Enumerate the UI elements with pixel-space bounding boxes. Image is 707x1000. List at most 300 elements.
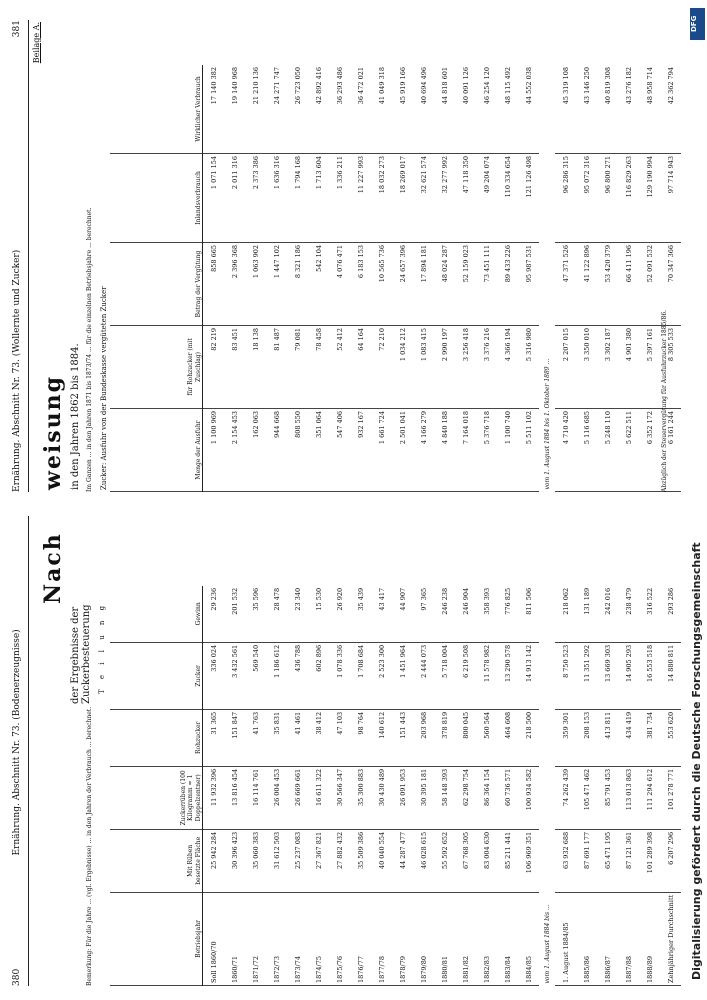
- table-row: [392, 586, 413, 986]
- table-cell: 46 254 120: [476, 65, 497, 154]
- table-cell: 2 396 368: [224, 243, 245, 326]
- table-cell: 5 397 161: [639, 326, 660, 409]
- table-cell: 1 071 154: [203, 154, 225, 243]
- table-row: [597, 586, 618, 986]
- table-cell: 86 364 154: [476, 766, 497, 829]
- table-cell: 15 530: [308, 586, 329, 643]
- table-cell: 85 791 453: [597, 766, 618, 829]
- table-cell: 140 612: [371, 709, 392, 766]
- table-cell: 95 072 316: [576, 154, 597, 243]
- group-label-row: [539, 65, 555, 492]
- col-consumption: Wirklicher Verbrauch: [110, 65, 203, 154]
- table-cell: 14 913 142: [518, 642, 539, 709]
- table-cell: 553 620: [660, 709, 681, 766]
- table-cell: 43 276 182: [618, 65, 639, 154]
- table-cell: 1875/76: [329, 892, 350, 985]
- table-cell: 53 420 379: [597, 243, 618, 326]
- table-row: [413, 586, 434, 986]
- table-cell: 45 319 108: [555, 65, 576, 154]
- col-year: Betriebsjahr: [110, 892, 203, 985]
- table-cell: 44 818 601: [434, 65, 455, 154]
- table-cell: 7 164 018: [455, 409, 476, 492]
- total-row: [660, 586, 681, 986]
- table-cell: 1887/88: [618, 892, 639, 985]
- table-cell: 201 532: [224, 586, 245, 643]
- table-cell: 14 905 293: [618, 642, 639, 709]
- table-cell: 1874/75: [308, 892, 329, 985]
- table-cell: 97 714 943: [660, 154, 681, 243]
- table-cell: 32 621 574: [413, 154, 434, 243]
- table-cell: 73 451 111: [476, 243, 497, 326]
- table-row: [266, 586, 287, 986]
- table-cell: 36 472 021: [350, 65, 371, 154]
- table-cell: 378 819: [434, 709, 455, 766]
- table-cell: 2 523 300: [371, 642, 392, 709]
- table-cell: 1 078 336: [329, 642, 350, 709]
- table-cell: 5 248 110: [597, 409, 618, 492]
- table-row: [618, 586, 639, 986]
- table-cell: 351 064: [308, 409, 329, 492]
- table-cell: 23 340: [287, 586, 308, 643]
- table-cell: 4 366 194: [497, 326, 518, 409]
- table-cell: 1882/83: [476, 892, 497, 985]
- col-sugar: Zucker: [110, 642, 203, 709]
- table-cell: 316 522: [639, 586, 660, 643]
- table-cell: 359 301: [555, 709, 576, 766]
- table-cell: 32 277 992: [434, 154, 455, 243]
- table-cell: 151 847: [224, 709, 245, 766]
- table-cell: 36 293 486: [329, 65, 350, 154]
- right-title: weisung: [40, 374, 66, 490]
- table-cell: 242 016: [597, 586, 618, 643]
- table-cell: 1876/77: [350, 892, 371, 985]
- table-cell: 5 622 511: [618, 409, 639, 492]
- table-cell: 116 829 263: [618, 154, 639, 243]
- table-cell: 151 443: [392, 709, 413, 766]
- table-cell: 1877/78: [371, 892, 392, 985]
- right-page: [6, 12, 678, 500]
- table-cell: 569 540: [245, 642, 266, 709]
- table-cell: 3 256 418: [455, 326, 476, 409]
- table-row: [392, 65, 413, 492]
- table-cell: 25 237 083: [287, 829, 308, 892]
- table-cell: 808 550: [287, 409, 308, 492]
- table-cell: 24 657 396: [392, 243, 413, 326]
- table-cell: 55 592 652: [434, 829, 455, 892]
- table-cell: Soll 1860/70: [203, 892, 225, 985]
- table-row: [329, 65, 350, 492]
- table-cell: 45 919 166: [392, 65, 413, 154]
- table-cell: 43 417: [371, 586, 392, 643]
- table-cell: 2 011 316: [224, 154, 245, 243]
- table-cell: 31 612 503: [266, 829, 287, 892]
- table-cell: 1879/80: [413, 892, 434, 985]
- table-cell: 26 091 953: [392, 766, 413, 829]
- table-cell: 52 412: [329, 326, 350, 409]
- table-cell: 35 596: [245, 586, 266, 643]
- left-header-row: [110, 586, 203, 986]
- table-row: [371, 65, 392, 492]
- table-cell: 47 118 350: [455, 154, 476, 243]
- table-row: [576, 586, 597, 986]
- table-cell: 6 183 153: [350, 243, 371, 326]
- table-cell: 78 458: [308, 326, 329, 409]
- col-raw-export: für Rohzucker (mit Zuschlag): [110, 326, 203, 409]
- table-cell: 3 376 216: [476, 326, 497, 409]
- table-cell: 96 286 315: [555, 154, 576, 243]
- total-label: Zehnjähriger Durchschnitt: [660, 892, 681, 985]
- table-row: [476, 65, 497, 492]
- left-page-number: 380: [12, 968, 22, 986]
- table-cell: 5 376 718: [476, 409, 497, 492]
- col-export: Menge der Ausfuhr: [110, 409, 203, 492]
- table-cell: 547 406: [329, 409, 350, 492]
- table-row: [245, 586, 266, 986]
- table-cell: 1 100 969: [203, 409, 225, 492]
- table-cell: 464 608: [497, 709, 518, 766]
- table-cell: 95 987 531: [518, 243, 539, 326]
- table-cell: 74 262 439: [555, 766, 576, 829]
- left-header: [12, 516, 29, 986]
- table-cell: 83 004 630: [476, 829, 497, 892]
- table-cell: 35 300 883: [350, 766, 371, 829]
- table-cell: 48 958 714: [639, 65, 660, 154]
- table-row: [434, 65, 455, 492]
- table-cell: 27 367 821: [308, 829, 329, 892]
- table-row: [203, 586, 225, 986]
- table-cell: 26 723 050: [287, 65, 308, 154]
- table-cell: 30 395 181: [413, 766, 434, 829]
- table-row: [413, 65, 434, 492]
- table-cell: 26 004 453: [266, 766, 287, 829]
- table-row: [224, 586, 245, 986]
- table-cell: 1881/82: [455, 892, 476, 985]
- table-cell: 40 819 308: [597, 65, 618, 154]
- right-footnote: Abzüglich der Steuervergütung für Ausfuhrzucker 1885/86.: [661, 309, 668, 492]
- table-cell: 44 552 038: [518, 65, 539, 154]
- table-cell: 17 140 382: [203, 65, 225, 154]
- table-cell: 1860/71: [224, 892, 245, 985]
- table-row: [350, 586, 371, 986]
- table-cell: 1 100 740: [497, 409, 518, 492]
- table-cell: 4 901 380: [618, 326, 639, 409]
- table-cell: 26 669 661: [287, 766, 308, 829]
- table-cell: 1 186 612: [266, 642, 287, 709]
- table-cell: 85 211 441: [497, 829, 518, 892]
- table-cell: 89 433 226: [497, 243, 518, 326]
- table-cell: 52 159 023: [455, 243, 476, 326]
- table-cell: 1 794 168: [287, 154, 308, 243]
- rotated-table-spread: [6, 12, 678, 994]
- left-span-heading: T e i l u n g: [98, 601, 106, 694]
- table-row: [266, 65, 287, 492]
- table-cell: 100 934 582: [518, 766, 539, 829]
- table-row: [224, 65, 245, 492]
- table-cell: 4 840 188: [434, 409, 455, 492]
- table-cell: 218 500: [518, 709, 539, 766]
- table-cell: 18 269 017: [392, 154, 413, 243]
- table-cell: 944 668: [266, 409, 287, 492]
- table-cell: 101 278 771: [660, 766, 681, 829]
- table-cell: 1 451 964: [392, 642, 413, 709]
- table-cell: 64 164: [350, 326, 371, 409]
- table-cell: 4 710 420: [555, 409, 576, 492]
- table-cell: 2 154 453: [224, 409, 245, 492]
- table-cell: 31 365: [203, 709, 225, 766]
- table-cell: 560 564: [476, 709, 497, 766]
- table-cell: 35 831: [266, 709, 287, 766]
- table-row: [639, 65, 660, 492]
- right-running-title: Ernährung. Abschnitt Nr. 73. (Wollernte und Zucker): [12, 249, 22, 492]
- right-subtitle: in den Jahren 1862 bis 1884.: [70, 343, 81, 490]
- table-cell: 62 298 754: [455, 766, 476, 829]
- table-cell: 26 920: [329, 586, 350, 643]
- table-cell: 5 511 102: [518, 409, 539, 492]
- table-cell: 16 114 761: [245, 766, 266, 829]
- table-cell: 1871/72: [245, 892, 266, 985]
- table-cell: 162 063: [245, 409, 266, 492]
- table-cell: 800 045: [455, 709, 476, 766]
- table-cell: 44 287 477: [392, 829, 413, 892]
- right-intro: Im Ganzen ... in den Jahren 1871 bis 1873/74 ... für die einzelnen Betriebsjahre ... berechnet.: [86, 207, 93, 492]
- table-cell: 1886/87: [597, 892, 618, 985]
- table-cell: 1885/86: [576, 892, 597, 985]
- table-cell: 11 578 982: [476, 642, 497, 709]
- table-row: [476, 586, 497, 986]
- table-cell: 1 713 604: [308, 154, 329, 243]
- table-cell: 110 334 654: [497, 154, 518, 243]
- table-cell: 2 373 386: [245, 154, 266, 243]
- table-cell: 25 942 284: [203, 829, 225, 892]
- table-cell: 6 207 296: [660, 829, 681, 892]
- table-cell: 6 219 508: [455, 642, 476, 709]
- right-span-heading: Zucker: Ausfuhr von der Bundeskasse vergüteten Zucker: [100, 286, 108, 490]
- table-cell: 41 461: [287, 709, 308, 766]
- table-cell: 14 880 811: [660, 642, 681, 709]
- table-cell: 413 811: [597, 709, 618, 766]
- right-table: [110, 65, 681, 492]
- table-cell: 208 153: [576, 709, 597, 766]
- table-cell: 29 236: [203, 586, 225, 643]
- table-row: [639, 586, 660, 986]
- table-cell: 602 896: [308, 642, 329, 709]
- table-cell: 2 990 197: [434, 326, 455, 409]
- table-row: [576, 65, 597, 492]
- table-cell: 13 669 303: [597, 642, 618, 709]
- table-cell: 11 932 396: [203, 766, 225, 829]
- table-cell: 98 764: [350, 709, 371, 766]
- table-row: [308, 65, 329, 492]
- col-raw-sugar: Rohzucker: [110, 709, 203, 766]
- table-row: [308, 586, 329, 986]
- table-cell: 131 189: [576, 586, 597, 643]
- table-cell: 82 219: [203, 326, 225, 409]
- table-cell: 5 316 980: [518, 326, 539, 409]
- table-cell: 6 352 172: [639, 409, 660, 492]
- table-cell: 47 371 526: [555, 243, 576, 326]
- table-row: [455, 586, 476, 986]
- right-page-number: 381: [12, 20, 22, 38]
- table-cell: 1 447 102: [266, 243, 287, 326]
- table-cell: 24 271 747: [266, 65, 287, 154]
- table-cell: 96 800 271: [597, 154, 618, 243]
- table-cell: 1. August 1884/85: [555, 892, 576, 985]
- table-cell: 46 028 615: [413, 829, 434, 892]
- table-cell: 111 294 612: [639, 766, 660, 829]
- table-cell: 66 411 196: [618, 243, 639, 326]
- table-cell: 1880/81: [434, 892, 455, 985]
- table-cell: 40 091 126: [455, 65, 476, 154]
- table-row: [434, 586, 455, 986]
- table-cell: 42 362 794: [660, 65, 681, 154]
- table-cell: 13 290 578: [497, 642, 518, 709]
- table-cell: 97 365: [413, 586, 434, 643]
- table-cell: 18 032 273: [371, 154, 392, 243]
- table-cell: 35 439: [350, 586, 371, 643]
- left-running-title: Ernährung. Abschnitt Nr. 73. (Bodenerzeugnisse): [12, 629, 22, 856]
- table-cell: 3 350 010: [576, 326, 597, 409]
- table-cell: 58 148 393: [434, 766, 455, 829]
- table-cell: 246 904: [455, 586, 476, 643]
- table-cell: 44 907: [392, 586, 413, 643]
- table-cell: 83 451: [224, 326, 245, 409]
- table-cell: 932 167: [350, 409, 371, 492]
- table-cell: 42 892 416: [308, 65, 329, 154]
- table-cell: 436 788: [287, 642, 308, 709]
- table-cell: 30 566 347: [329, 766, 350, 829]
- table-cell: 2 501 041: [392, 409, 413, 492]
- digitization-strip: [688, 0, 707, 1000]
- left-table: [110, 586, 681, 986]
- table-cell: 1 083 415: [413, 326, 434, 409]
- table-row: [597, 65, 618, 492]
- table-cell: 4 166 279: [413, 409, 434, 492]
- table-cell: 43 146 250: [576, 65, 597, 154]
- right-tag: Beilage A.: [32, 22, 41, 64]
- table-row: [497, 586, 518, 986]
- right-header: [12, 20, 29, 492]
- table-cell: 13 816 454: [224, 766, 245, 829]
- table-row: [555, 65, 576, 492]
- left-intro: Bemerkung: Für die Jahre ... (vgl. Ergebnisse) ... in den Jahren der Verbrauch ... berechnet.: [86, 706, 93, 986]
- table-cell: 1884/85: [518, 892, 539, 985]
- table-cell: 17 894 181: [413, 243, 434, 326]
- group-label: vom 1. August 1884 bis ...: [543, 904, 551, 984]
- table-row: [618, 65, 639, 492]
- table-cell: 81 487: [266, 326, 287, 409]
- group-label-row: [539, 586, 555, 986]
- table-cell: 358 393: [476, 586, 497, 643]
- table-cell: 87 691 177: [576, 829, 597, 892]
- table-cell: 2 207 015: [555, 326, 576, 409]
- table-cell: 1 636 316: [266, 154, 287, 243]
- table-cell: 106 969 351: [518, 829, 539, 892]
- table-cell: 8 750 523: [555, 642, 576, 709]
- table-row: [555, 586, 576, 986]
- table-cell: 246 238: [434, 586, 455, 643]
- table-cell: 381 734: [639, 709, 660, 766]
- table-cell: 4 076 471: [329, 243, 350, 326]
- table-cell: 30 430 489: [371, 766, 392, 829]
- table-cell: 19 140 968: [224, 65, 245, 154]
- dfg-logo: DFG: [690, 8, 705, 40]
- table-row: [287, 586, 308, 986]
- table-cell: 203 968: [413, 709, 434, 766]
- table-cell: 35 509 386: [350, 829, 371, 892]
- table-cell: 27 882 432: [329, 829, 350, 892]
- table-cell: 41 763: [245, 709, 266, 766]
- digitization-notice: Digitalisierung gefördert durch die Deutsche Forschungsgemeinschaft: [690, 542, 703, 980]
- table-cell: 47 103: [329, 709, 350, 766]
- table-cell: 41 122 896: [576, 243, 597, 326]
- table-cell: 1 034 212: [392, 326, 413, 409]
- table-cell: 3 302 187: [597, 326, 618, 409]
- table-cell: 1883/84: [497, 892, 518, 985]
- table-cell: 1 708 684: [350, 642, 371, 709]
- table-cell: 1872/73: [266, 892, 287, 985]
- table-cell: 5 116 685: [576, 409, 597, 492]
- col-beets: Zuckerrüben (100 Kilogramm = 1 Doppelzentner): [110, 766, 203, 829]
- table-cell: 79 081: [287, 326, 308, 409]
- table-cell: 10 565 736: [371, 243, 392, 326]
- left-title: Nach: [40, 532, 66, 604]
- table-cell: 238 479: [618, 586, 639, 643]
- table-row: [518, 586, 539, 986]
- table-cell: 72 210: [371, 326, 392, 409]
- table-cell: 336 024: [203, 642, 225, 709]
- table-cell: 63 932 688: [555, 829, 576, 892]
- table-cell: 434 419: [618, 709, 639, 766]
- table-cell: 40 040 554: [371, 829, 392, 892]
- table-row: [350, 65, 371, 492]
- right-header-row: [110, 65, 203, 492]
- table-cell: 113 013 863: [618, 766, 639, 829]
- table-cell: 1 661 724: [371, 409, 392, 492]
- table-cell: 121 126 498: [518, 154, 539, 243]
- table-cell: 65 471 195: [597, 829, 618, 892]
- table-cell: 16 553 518: [639, 642, 660, 709]
- table-cell: 38 412: [308, 709, 329, 766]
- table-cell: 776 825: [497, 586, 518, 643]
- table-row: [371, 586, 392, 986]
- table-row: [497, 65, 518, 492]
- table-cell: 293 286: [660, 586, 681, 643]
- table-row: [455, 65, 476, 492]
- table-cell: 41 049 318: [371, 65, 392, 154]
- table-cell: 30 396 423: [224, 829, 245, 892]
- table-cell: 3 432 561: [224, 642, 245, 709]
- table-cell: 1878/79: [392, 892, 413, 985]
- table-cell: 811 506: [518, 586, 539, 643]
- table-cell: 52 091 532: [639, 243, 660, 326]
- table-row: [329, 586, 350, 986]
- table-cell: 11 227 993: [350, 154, 371, 243]
- table-cell: 60 736 571: [497, 766, 518, 829]
- col-area: Mit Rüben besetzte Fläche: [110, 829, 203, 892]
- table-cell: 48 115 492: [497, 65, 518, 154]
- table-cell: 40 694 496: [413, 65, 434, 154]
- table-cell: 1888/89: [639, 892, 660, 985]
- table-cell: 11 351 292: [576, 642, 597, 709]
- table-cell: 87 121 361: [618, 829, 639, 892]
- col-refund: Betrag der Vergütung: [110, 243, 203, 326]
- table-cell: 8 321 186: [287, 243, 308, 326]
- group-label: vom 1. August 1884 bis 1. Oktober 1889 ...: [543, 358, 551, 490]
- table-cell: 67 768 305: [455, 829, 476, 892]
- table-cell: 1873/74: [287, 892, 308, 985]
- table-cell: 18 138: [245, 326, 266, 409]
- table-cell: 1 063 902: [245, 243, 266, 326]
